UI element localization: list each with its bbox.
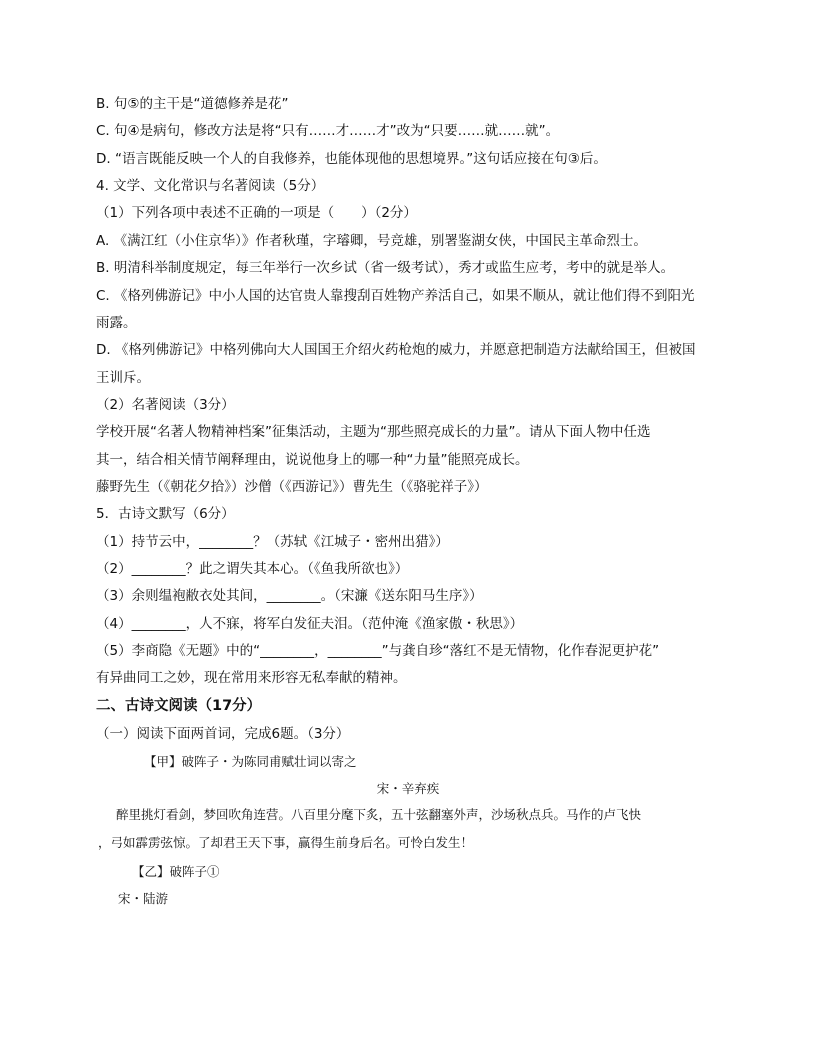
option-d-line: D. “语言既能反映一个人的自我修养，也能体现他的思想境界。”这句话应接在句③后。 — [96, 151, 607, 167]
question-4-2-title: （2）名著阅读（3分） — [96, 397, 235, 413]
choice-a: A. 《满江红（小住京华）》作者秋瑾，字璿卿，号竞雄，别署鉴湖女侠，中国民主革命烈士。 — [96, 233, 647, 249]
question-5-title: 5．古诗文默写（6分） — [96, 506, 235, 522]
question-4-2-text-2: 其一，结合相关情节阐释理由，说说他身上的哪一种“力量”能照亮成长。 — [96, 452, 529, 468]
poem-jia-author: 宋・辛弃疾 — [376, 781, 440, 796]
recitation-item-3: （3）余则缊袍敝衣处其间，________。（宋濂《送东阳马生序》） — [96, 588, 483, 604]
recitation-item-1: （1）持节云中，________？（苏轼《江城子・密州出猎》） — [96, 534, 449, 550]
choice-c-line-1: C. 《格列佛游记》中小人国的达官贵人靠搜刮百姓物产养活自己，如果不顺从，就让他们得不到阳光 — [96, 288, 695, 304]
choice-b: B. 明清科举制度规定，每三年举行一次乡试（省一级考试），秀才或监生应考，考中的就是举人。 — [96, 260, 675, 276]
poem-jia-title: 【甲】破阵子・为陈同甫赋壮词以寄之 — [144, 754, 357, 769]
choice-d-line-1: D. 《格列佛游记》中格列佛向大人国国王介绍火药枪炮的威力，并愿意把制造方法献给国王，但被国 — [96, 342, 696, 358]
question-4-2-text-1: 学校开展“名著人物精神档案”征集活动，主题为“那些照亮成长的力量”。请从下面人物中任选 — [96, 424, 651, 440]
recitation-item-5-line-1: （5）李商隐《无题》中的“________，________”与龚自珍“落红不是无情物，化作春泥更护花” — [96, 643, 660, 659]
choice-c-line-2: 雨露。 — [96, 315, 137, 331]
choice-d-line-2: 王训斥。 — [96, 370, 150, 386]
recitation-item-4: （4）________，人不寐，将军白发征夫泪。（范仲淹《渔家傲・秋思》） — [96, 616, 524, 632]
section-2-heading: 二、古诗文阅读（17分） — [96, 698, 262, 714]
poem-jia-line-2: ，弓如霹雳弦惊。了却君王天下事，赢得生前身后名。可怜白发生！ — [98, 835, 474, 850]
recitation-item-2: （2）________？此之谓失其本心。（《鱼我所欲也》） — [96, 561, 409, 577]
poem-yi-title: 【乙】破阵子① — [132, 864, 220, 879]
section-2-1-prompt: （一）阅读下面两首词，完成6题。（3分） — [96, 726, 350, 742]
poem-jia-line-1: 醉里挑灯看剑，梦回吹角连营。八百里分麾下炙，五十弦翻塞外声，沙场秋点兵。马作的卢飞快 — [116, 807, 642, 822]
character-options: 藤野先生（《朝花夕拾》）沙僧（《西游记》）曹先生（《骆驼祥子》） — [96, 479, 488, 495]
option-c-line: C. 句④是病句，修改方法是将“只有……才……才”改为“只要……就……就”。 — [96, 123, 560, 139]
question-4-title: 4. 文学、文化常识与名著阅读（5分） — [96, 178, 325, 194]
recitation-item-5-line-2: 有异曲同工之妙，现在常用来形容无私奉献的精神。 — [96, 670, 407, 686]
question-4-1-prompt: （1）下列各项中表述不正确的一项是（ ）（2分） — [96, 205, 417, 221]
option-b-line: B. 句⑤的主干是“道德修养是花” — [96, 96, 289, 112]
poem-yi-author: 宋・陆游 — [118, 891, 169, 906]
